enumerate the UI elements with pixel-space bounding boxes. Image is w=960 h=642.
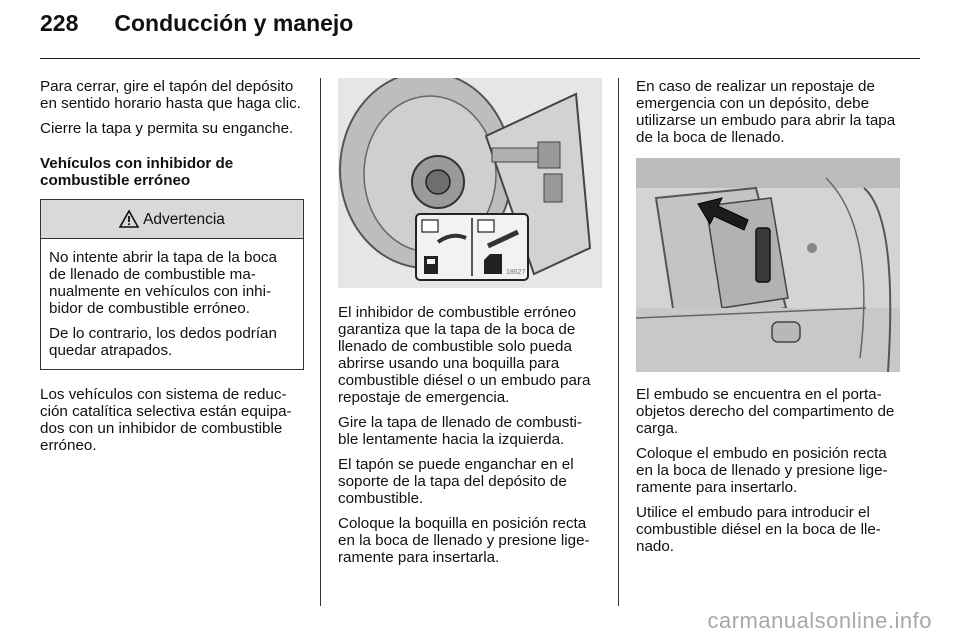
column-divider: [320, 78, 321, 606]
paragraph: Los vehículos con sistema de reduc-ción catalítica selectiva están equipa-dos con un inhibidor de combustible erróneo.: [40, 386, 292, 454]
warning-text: No intente abrir la tapa de la boca de llenado de combustible ma-nualmente en vehículos con inhi-bidor de combustible erróneo.: [49, 249, 277, 317]
cargo-compartment-illustration: [636, 158, 900, 372]
column-right: [636, 78, 900, 563]
section-heading: Vehículos con inhibidor de combustible erróneo: [40, 155, 234, 189]
paragraph: Para cerrar, gire el tapón del depósito en sentido horario hasta que haga clic.: [40, 78, 301, 112]
page-number: 228: [40, 10, 79, 36]
page-title: Conducción y manejo: [114, 10, 354, 36]
header-rule: [40, 58, 920, 59]
warning-box: [40, 199, 304, 370]
page-header: [40, 10, 353, 37]
paragraph: Cierre la tapa y permita su enganche.: [40, 120, 294, 137]
paragraph: Coloque el embudo en posición recta en la boca de llenado y presione lige-ramente para insertarlo.: [636, 445, 888, 496]
figure-code: 18627: [506, 269, 526, 276]
paragraph: El embudo se encuentra en el porta-objetos derecho del compartimento de carga.: [636, 386, 895, 437]
fuel-pump-icon: [424, 256, 438, 274]
column-divider: [618, 78, 619, 606]
warning-triangle-icon: [119, 210, 139, 228]
paragraph: El inhibidor de combustible erróneo garantiza que la tapa de la boca de llenado de combustible solo pueda abrirse usando una boquilla para combustible diésel o un embudo para repostaje de emergencia.: [338, 304, 591, 406]
paragraph: Utilice el embudo para introducir el combustible diésel en la boca de lle-nado.: [636, 504, 881, 555]
warning-body: [41, 239, 303, 369]
warning-title: Advertencia: [143, 210, 225, 228]
warning-text: De lo contrario, los dedos podrían quedar atrapados.: [49, 325, 277, 359]
column-middle: [338, 78, 602, 574]
column-left: [40, 78, 304, 462]
fuel-flap-illustration: [338, 78, 602, 288]
paragraph: En caso de realizar un repostaje de emergencia con un depósito, debe utilizarse un embudo para abrir la tapa de la boca de llenado.: [636, 78, 896, 146]
warning-header: [41, 200, 303, 239]
paragraph: El tapón se puede enganchar en el soporte de la tapa del depósito de combustible.: [338, 456, 574, 507]
paragraph: Gire la tapa de llenado de combusti-ble lentamente hacia la izquierda.: [338, 414, 582, 448]
paragraph: Coloque la boquilla en posición recta en la boca de llenado y presione lige-ramente para insertarla.: [338, 515, 590, 566]
watermark: carmanualsonline.info: [707, 608, 932, 633]
fuel-label-sticker: [416, 214, 528, 280]
